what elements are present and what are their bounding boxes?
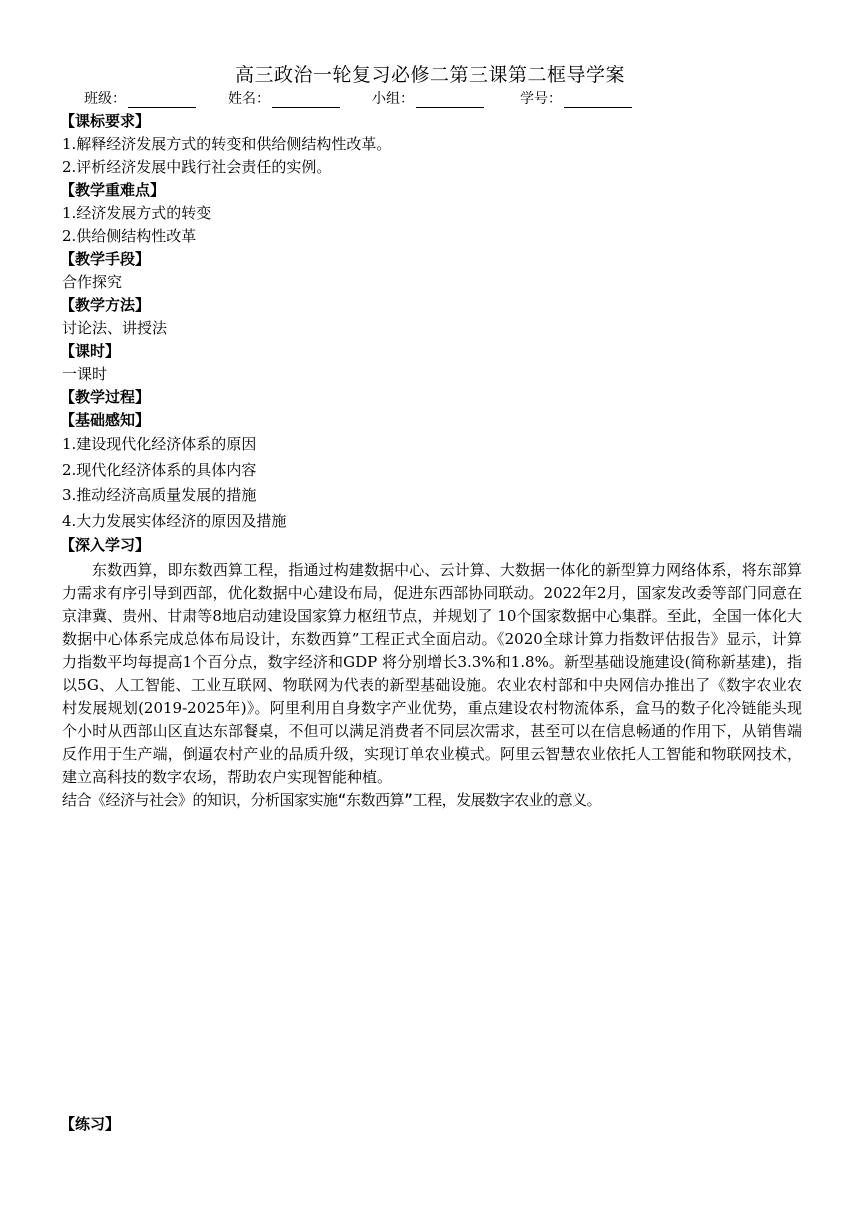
- curriculum-item-1: 1.解释经济发展方式的转变和供给侧结构性改革。: [62, 135, 392, 153]
- means-heading: 【教学手段】: [60, 250, 151, 268]
- class-blank: [128, 93, 196, 108]
- basics-heading: 【基础感知】: [60, 411, 151, 429]
- worksheet-body: [62, 110, 802, 812]
- basics-item-4: 4.大力发展实体经济的原因及措施: [62, 511, 287, 530]
- period-heading: 【课时】: [60, 342, 121, 360]
- process-heading: 【教学过程】: [60, 388, 151, 406]
- number-field: [520, 88, 632, 108]
- key-points-heading: 【教学重难点】: [60, 181, 166, 199]
- deep-learning-heading: 【深入学习】: [60, 536, 151, 554]
- group-field: [372, 88, 484, 108]
- group-label: 小组：: [372, 91, 414, 107]
- number-label: 学号：: [520, 91, 562, 107]
- key-point-2: 2.供给侧结构性改革: [62, 227, 197, 245]
- basics-item-2: 2.现代化经济体系的具体内容: [62, 460, 257, 479]
- class-field: [84, 88, 196, 108]
- analysis-task: 结合《经济与社会》的知识，分析国家实施“东数西算”工程，发展数字农业的意义。: [62, 791, 602, 809]
- name-label: 姓名：: [228, 91, 270, 107]
- curriculum-item-2: 2.评析经济发展中践行社会责任的实例。: [62, 158, 332, 176]
- name-field: [228, 88, 340, 108]
- name-blank: [272, 93, 340, 108]
- case-material-paragraph: 东数西算，即东数西算工程，指通过构建数据中心、云计算、大数据一体化的新型算力网络体系，将东部算力需求有序引导到西部，优化数据中心建设布局，促进东西部协同联动。2022年2月，国家发改委等部门同意在京津冀、贵州、甘肃等8地启动建设国家算力枢纽节点，并规划了 10个国家数据中心集群。至此，全国一体化大数据中心体系完成总体布局设计，东数西算”工程正式全面启动。《2020全球计算力指数评估报告》显示，计算力指数平均每提高1个百分点，数字经济和GDP 将分别增长3.3%和1.8%。新型基础设施建设(简称新基建)，指以5G、人工智能、工业互联网、物联网为代表的新型基础设施。农业农村部和中央网信办推出了《数字农业农村发展规划(2019-2025年)》。阿里利用自身数字产业优势，重点建设农村物流体系，盒马的数子化冷链能头现个小时从西部山区直达东部餐桌，不但可以满足消费者不同层次需求，甚至可以在信息畅通的作用下，从销售端反作用于生产端，倒逼农村产业的品质升级，实现订单农业模式。阿里云智慧农业依托人工智能和物联网技术，建立高科技的数字农场，帮助农户实现智能种植。: [62, 561, 802, 786]
- means-text: 合作探究: [62, 273, 123, 291]
- group-blank: [416, 93, 484, 108]
- basics-item-1: 1.建设现代化经济体系的原因: [62, 435, 257, 453]
- curriculum-heading: 【课标要求】: [60, 112, 151, 130]
- period-text: 一课时: [62, 365, 108, 383]
- class-label: 班级：: [84, 91, 126, 107]
- methods-text: 讨论法、讲授法: [62, 319, 168, 337]
- basics-item-3: 3.推动经济高质量发展的措施: [62, 486, 257, 504]
- page-title: 高三政治一轮复习必修二第三课第二框导学案: [234, 64, 625, 86]
- practice-heading: 【练习】: [60, 1115, 121, 1133]
- number-blank: [564, 93, 632, 108]
- student-info-row: [84, 88, 660, 108]
- key-point-1: 1.经济发展方式的转变: [62, 204, 212, 222]
- methods-heading: 【教学方法】: [60, 296, 151, 314]
